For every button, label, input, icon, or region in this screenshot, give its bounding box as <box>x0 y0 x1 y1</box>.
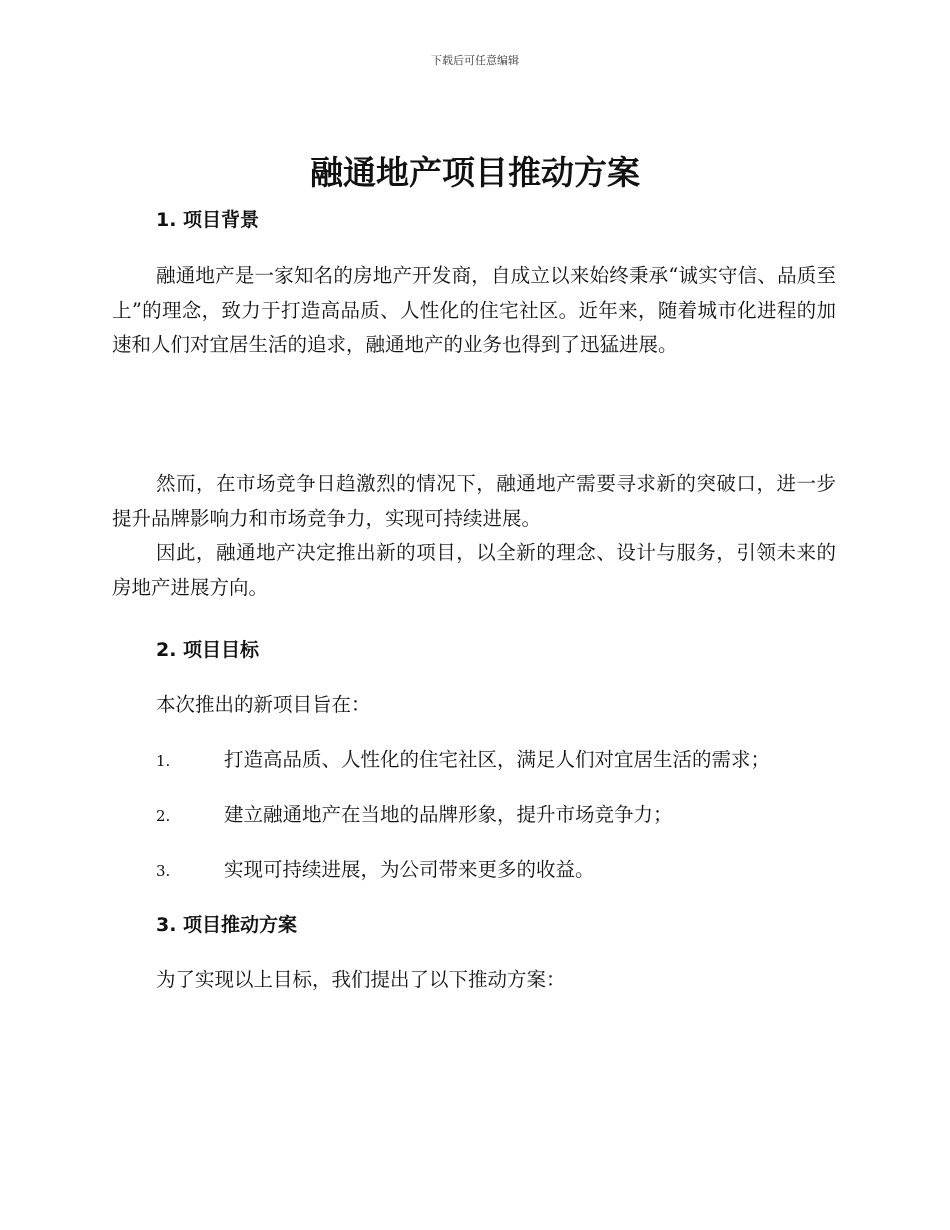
goal-list-number: 1. <box>156 752 171 770</box>
section-heading-goals: 2. 项目目标 <box>156 639 260 661</box>
background-paragraph-3: 因此，融通地产决定推出新的项目，以全新的理念、设计与服务，引领未来的房地产进展方向。 <box>112 541 836 599</box>
background-paragraph-2: 然而，在市场竞争日趋激烈的情况下，融通地产需要寻求新的突破口，进一步提升品牌影响力和市场竞争力，实现可持续进展。 <box>112 472 836 530</box>
section-heading-background: 1. 项目背景 <box>156 209 260 231</box>
goal-list-text: 实现可持续进展，为公司带来更多的收益。 <box>224 858 595 881</box>
goal-list-number: 2. <box>156 807 171 825</box>
goals-intro: 本次推出的新项目旨在： <box>156 693 371 716</box>
goal-list-text: 打造高品质、人性化的住宅社区，满足人们对宜居生活的需求； <box>224 748 771 771</box>
goal-list-item <box>156 747 856 774</box>
goal-list-item <box>156 802 856 829</box>
document-title: 融通地产项目推动方案 <box>310 153 640 192</box>
page-header-note: 下载后可任意编辑 <box>431 54 519 67</box>
goal-list-text: 建立融通地产在当地的品牌形象，提升市场竞争力； <box>224 803 673 826</box>
background-paragraph-1: 融通地产是一家知名的房地产开发商，自成立以来始终秉承“诚实守信、品质至上”的理念，致力于打造高品质、人性化的住宅社区。近年来，随着城市化进程的加速和人们对宜居生活的追求，融通地产的业务也得到了迅猛进展。 <box>112 264 836 356</box>
plan-intro: 为了实现以上目标，我们提出了以下推动方案： <box>156 968 566 991</box>
section-heading-plan: 3. 项目推动方案 <box>156 914 298 936</box>
goal-list-number: 3. <box>156 862 171 880</box>
goal-list-item <box>156 857 856 884</box>
